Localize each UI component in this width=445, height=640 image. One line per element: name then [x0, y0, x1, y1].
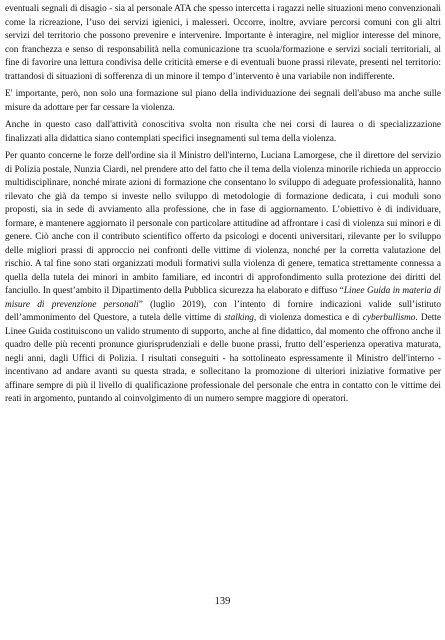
- paragraph-2: [5, 88, 441, 115]
- page-number: 139: [214, 596, 231, 607]
- text-run: Per quanto concerne le forze dell'ordine sia il Ministro dell'interno, Luciana Lamorgese, che il direttore del servizio di Polizia postale, Nunzia Ciardi, nel prendere atto del fatto che il tema della violenza minorile richieda un approccio multidisciplinare, nonché mirate azioni di formazione che consentano lo sviluppo di adeguate professionalità, hanno rilevato che già da tempo si investe nello sviluppo di metodologie di formazione dedicata, i cui moduli sono proposti, sia in sede di avviamento alla professione, che in fase di aggiornamento. L’obiettivo è di individuare, formare, e mantenere aggiornato il personale con particolare attitudine ad affrontare i casi di violenza sui minori e di genere. Ciò anche con il contributo scientifico offerto da psicologi e docenti universitari, rilevante per lo sviluppo delle migliori prassi di approccio nei confronti delle vittime di violenza, nonché per la corretta valutazione del rischio. A tal fine sono stati organizzati moduli formativi sulla violenza di genere, tematica strettamente connessa a quella della tutela dei minori in ambito familiare, ed incontri di approfondimento sulla protezione dei diritti del fanciullo. In quest’ambito il Dipartimento della Pubblica sicurezza ha elaborato e diffuso “: [5, 151, 441, 296]
- italic-text-run: Linee Guida in materia di misure di prevenzione personali: [5, 286, 441, 310]
- paragraph-1: [5, 3, 441, 84]
- paragraph-3: [5, 119, 441, 146]
- text-run: ” (luglio 2019), con l’intento di fornire indicazioni valide sull’istituto dell’ammonimento del Questore, a tutela delle vittime di: [5, 299, 441, 323]
- italic-text-run: cyberbullismo: [362, 313, 416, 323]
- italic-text-run: stalking: [224, 313, 254, 323]
- body-text: [5, 3, 441, 407]
- text-run: Anche in questo caso dall'attività conoscitiva svolta non risulta che nei corsi di laurea o di specializzazione finalizzati alla didattica siano contemplati specifici insegnamenti sul tema della violenza.: [5, 120, 441, 144]
- paragraph-4: [5, 150, 441, 407]
- text-run: , di violenza domestica e di: [253, 313, 363, 323]
- text-run: eventuali segnali di disagio - sia al personale ATA che spesso intercetta i ragazzi nelle situazioni meno convenzionali come la ricreazione, l’uso dei servizi igienici, i malesseri. Occorre, inoltre, avviare percorsi comuni con gli altri servizi del territorio che possono prevenire e intervenire. Importante è interagire, nel miglior interesse del minore, con franchezza e senso di responsabilità nella comunicazione tra scuola/formazione e servizi sociali territoriali, al fine di favorire una lettura condivisa delle criticità emerse e di eventuali buone prassi rilevate, presenti nel territorio: trattandosi di situazioni di sofferenza di un minore il tempo d’intervento è una variabile non indifferente.: [5, 4, 441, 82]
- text-run: E' importante, però, non solo una formazione sul piano della individuazione dei segnali dell'abuso ma anche sulle misure da adottare per far cessare la violenza.: [5, 89, 441, 113]
- text-run: . Dette Linee Guida costituiscono un valido strumento di supporto, anche al fine didattico, dal momento che offrono anche il quadro delle più recenti pronunce giurisprudenziali e delle buone prassi, frutto dell’esperienza operativa maturata, negli anni, dagli Uffici di Polizia. I risultati conseguiti - ha sottolineato espressamente il Ministro dell'interno - incentivano ad andare avanti su questa strada, e sollecitano la promozione di ulteriori iniziative formative per affinare sempre di più il livello di qualificazione professionale del personale che entra in contatto con le vittime dei reati in argomento, puntando al coinvolgimento di un numero sempre maggiore di operatori.: [5, 313, 441, 404]
